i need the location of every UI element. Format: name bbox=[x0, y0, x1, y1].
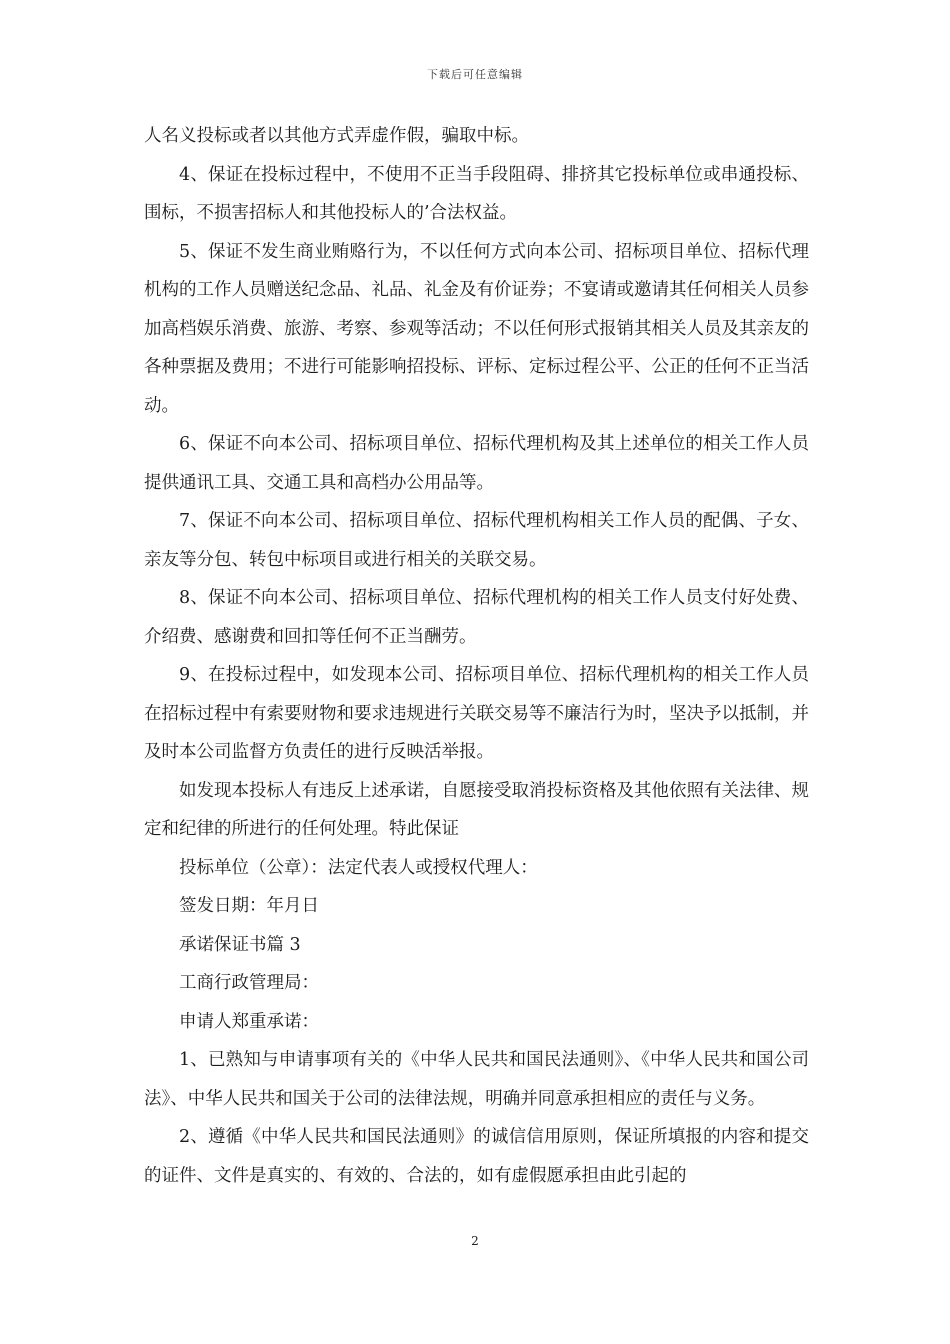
page-header: 下载后可任意编辑 bbox=[427, 68, 523, 81]
paragraph: 如发现本投标人有违反上述承诺，自愿接受取消投标资格及其他依照有关法律、规定和纪律的所进行的任何处理。特此保证 bbox=[144, 780, 809, 839]
document-body bbox=[144, 117, 809, 1195]
paragraph: 7、保证不向本公司、招标项目单位、招标代理机构相关工作人员的配偶、子女、亲友等分包、转包中标项目或进行相关的关联交易。 bbox=[144, 511, 809, 570]
paragraph: 6、保证不向本公司、招标项目单位、招标代理机构及其上述单位的相关工作人员提供通讯工具、交通工具和高档办公用品等。 bbox=[144, 434, 809, 493]
paragraph: 5、保证不发生商业贿赂行为，不以任何方式向本公司、招标项目单位、招标代理机构的工作人员赠送纪念品、礼品、礼金及有价证券；不宴请或邀请其任何相关人员参加高档娱乐消费、旅游、考察、参观等活动；不以任何形式报销其相关人员及其亲友的各种票据及费用；不进行可能影响招投标、评标、定标过程公平、公正的任何不正当活动。 bbox=[144, 241, 809, 416]
page-number: 2 bbox=[471, 1234, 479, 1248]
paragraph: 8、保证不向本公司、招标项目单位、招标代理机构的相关工作人员支付好处费、介绍费、感谢费和回扣等任何不正当酬劳。 bbox=[144, 588, 809, 647]
paragraph: 申请人郑重承诺： bbox=[179, 1011, 319, 1032]
addressee-line: 工商行政管理局： bbox=[179, 973, 319, 993]
section-title: 承诺保证书篇 3 bbox=[179, 934, 301, 955]
paragraph: 9、在投标过程中，如发现本公司、招标项目单位、招标代理机构的相关工作人员在招标过程中有索要财物和要求违规进行关联交易等不廉洁行为时，坚决予以抵制，并及时本公司监督方负责任的进行反映活举报。 bbox=[144, 665, 809, 762]
paragraph: 4、保证在投标过程中，不使用不正当手段阻碍、排挤其它投标单位或串通投标、围标，不损害招标人和其他投标人的’合法权益。 bbox=[144, 164, 809, 223]
paragraph: 人名义投标或者以其他方式弄虚作假，骗取中标。 bbox=[144, 126, 529, 146]
date-line: 签发日期：年月日 bbox=[179, 896, 319, 916]
paragraph: 2、遵循《中华人民共和国民法通则》的诚信信用原则，保证所填报的内容和提交的证件、文件是真实的、有效的、合法的，如有虚假愿承担由此引起的 bbox=[144, 1127, 809, 1186]
paragraph: 1、已熟知与申请事项有关的《中华人民共和国民法通则》、《中华人民共和国公司法》、中华人民共和国关于公司的法律法规，明确并同意承担相应的责任与义务。 bbox=[144, 1050, 809, 1109]
signature-line: 投标单位（公章）：法定代表人或授权代理人： bbox=[179, 857, 538, 878]
